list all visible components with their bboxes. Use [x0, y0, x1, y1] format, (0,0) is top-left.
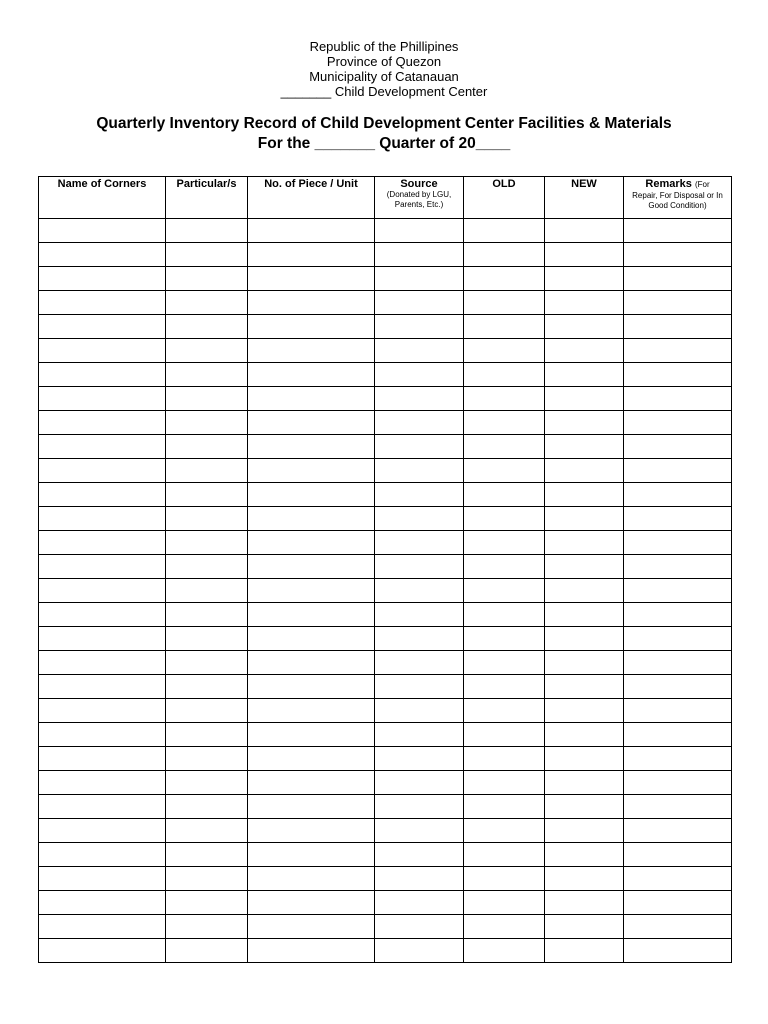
cell-no-of-piece-unit[interactable]: [248, 435, 375, 459]
cell-source[interactable]: [375, 819, 464, 843]
cell-name-of-corners[interactable]: [39, 627, 166, 651]
cell-remarks[interactable]: [624, 603, 732, 627]
cell-no-of-piece-unit[interactable]: [248, 339, 375, 363]
cell-new[interactable]: [545, 771, 624, 795]
cell-name-of-corners[interactable]: [39, 891, 166, 915]
inventory-table: [38, 176, 732, 963]
cell-no-of-piece-unit[interactable]: [248, 819, 375, 843]
cell-remarks[interactable]: [624, 843, 732, 867]
cell-new[interactable]: [545, 291, 624, 315]
cell-source[interactable]: [375, 363, 464, 387]
cell-remarks[interactable]: [624, 507, 732, 531]
cell-particulars[interactable]: [166, 363, 248, 387]
cell-source[interactable]: [375, 507, 464, 531]
cell-no-of-piece-unit[interactable]: [248, 699, 375, 723]
cell-name-of-corners[interactable]: [39, 939, 166, 963]
cell-remarks[interactable]: [624, 699, 732, 723]
cell-remarks[interactable]: [624, 627, 732, 651]
cell-source[interactable]: [375, 651, 464, 675]
cell-source[interactable]: [375, 435, 464, 459]
cell-source[interactable]: [375, 891, 464, 915]
cell-remarks[interactable]: [624, 363, 732, 387]
document-header: [0, 39, 768, 99]
cell-source[interactable]: [375, 219, 464, 243]
cell-name-of-corners[interactable]: [39, 747, 166, 771]
cell-remarks[interactable]: [624, 459, 732, 483]
cell-particulars[interactable]: [166, 219, 248, 243]
document-title: [0, 114, 768, 154]
cell-source[interactable]: [375, 459, 464, 483]
table-row: [39, 747, 732, 771]
cell-particulars[interactable]: [166, 939, 248, 963]
cell-name-of-corners[interactable]: [39, 315, 166, 339]
cell-no-of-piece-unit[interactable]: [248, 267, 375, 291]
cell-new[interactable]: [545, 411, 624, 435]
cell-name-of-corners[interactable]: [39, 651, 166, 675]
cell-particulars[interactable]: [166, 723, 248, 747]
table-row: [39, 315, 732, 339]
cell-source[interactable]: [375, 675, 464, 699]
cell-source[interactable]: [375, 795, 464, 819]
table-header-row: [39, 177, 732, 219]
table-row: [39, 867, 732, 891]
cell-remarks[interactable]: [624, 771, 732, 795]
cell-new[interactable]: [545, 435, 624, 459]
cell-new[interactable]: [545, 267, 624, 291]
cell-source[interactable]: [375, 771, 464, 795]
cell-no-of-piece-unit[interactable]: [248, 531, 375, 555]
cell-old[interactable]: [464, 843, 545, 867]
cell-name-of-corners[interactable]: [39, 459, 166, 483]
table-row: [39, 243, 732, 267]
cell-particulars[interactable]: [166, 699, 248, 723]
cell-no-of-piece-unit[interactable]: [248, 867, 375, 891]
cell-no-of-piece-unit[interactable]: [248, 291, 375, 315]
cell-remarks[interactable]: [624, 291, 732, 315]
cell-source[interactable]: [375, 555, 464, 579]
cell-source[interactable]: [375, 267, 464, 291]
cell-old[interactable]: [464, 435, 545, 459]
cell-source[interactable]: [375, 699, 464, 723]
table-row: [39, 699, 732, 723]
cell-particulars[interactable]: [166, 315, 248, 339]
cell-new[interactable]: [545, 315, 624, 339]
cell-source[interactable]: [375, 843, 464, 867]
cell-name-of-corners[interactable]: [39, 603, 166, 627]
cell-old[interactable]: [464, 939, 545, 963]
cell-remarks[interactable]: [624, 867, 732, 891]
cell-particulars[interactable]: [166, 531, 248, 555]
cell-old[interactable]: [464, 627, 545, 651]
cell-old[interactable]: [464, 723, 545, 747]
cell-old[interactable]: [464, 699, 545, 723]
table-row: [39, 363, 732, 387]
cell-particulars[interactable]: [166, 795, 248, 819]
cell-old[interactable]: [464, 891, 545, 915]
cell-remarks[interactable]: [624, 411, 732, 435]
cell-old[interactable]: [464, 291, 545, 315]
cell-remarks[interactable]: [624, 651, 732, 675]
table-row: [39, 387, 732, 411]
cell-no-of-piece-unit[interactable]: [248, 555, 375, 579]
cell-new[interactable]: [545, 579, 624, 603]
table-row: [39, 939, 732, 963]
cell-name-of-corners[interactable]: [39, 843, 166, 867]
column-header-remarks: [624, 177, 732, 219]
cell-old[interactable]: [464, 795, 545, 819]
table-row: [39, 603, 732, 627]
cell-name-of-corners[interactable]: [39, 795, 166, 819]
table-row: [39, 507, 732, 531]
table-row: [39, 675, 732, 699]
cell-old[interactable]: [464, 459, 545, 483]
cell-new[interactable]: [545, 675, 624, 699]
cell-old[interactable]: [464, 531, 545, 555]
cell-name-of-corners[interactable]: [39, 219, 166, 243]
table-row: [39, 339, 732, 363]
table-row: [39, 435, 732, 459]
table-row: [39, 267, 732, 291]
cell-remarks[interactable]: [624, 387, 732, 411]
cell-old[interactable]: [464, 411, 545, 435]
header-province: Province of Quezon: [326, 54, 442, 69]
cell-old[interactable]: [464, 867, 545, 891]
cell-source[interactable]: [375, 723, 464, 747]
cell-new[interactable]: [545, 603, 624, 627]
cell-name-of-corners[interactable]: [39, 243, 166, 267]
header-republic: Republic of the Phillipines: [309, 39, 459, 54]
cell-name-of-corners[interactable]: [39, 531, 166, 555]
header-center: _______ Child Development Center: [280, 84, 488, 99]
column-header-name-of-corners: Name of Corners: [39, 177, 166, 219]
cell-no-of-piece-unit[interactable]: [248, 315, 375, 339]
cell-remarks[interactable]: [624, 915, 732, 939]
cell-source[interactable]: [375, 483, 464, 507]
cell-source[interactable]: [375, 579, 464, 603]
cell-particulars[interactable]: [166, 555, 248, 579]
cell-remarks[interactable]: [624, 435, 732, 459]
cell-particulars[interactable]: [166, 579, 248, 603]
cell-particulars[interactable]: [166, 339, 248, 363]
cell-name-of-corners[interactable]: [39, 291, 166, 315]
cell-new[interactable]: [545, 459, 624, 483]
cell-new[interactable]: [545, 387, 624, 411]
cell-particulars[interactable]: [166, 771, 248, 795]
cell-source[interactable]: [375, 915, 464, 939]
remarks-sublabel: Repair, For Disposal or In Good Condition): [632, 191, 723, 210]
table-row: [39, 771, 732, 795]
cell-old[interactable]: [464, 915, 545, 939]
cell-no-of-piece-unit[interactable]: [248, 843, 375, 867]
cell-no-of-piece-unit[interactable]: [248, 219, 375, 243]
cell-name-of-corners[interactable]: [39, 363, 166, 387]
cell-name-of-corners[interactable]: [39, 435, 166, 459]
cell-no-of-piece-unit[interactable]: [248, 675, 375, 699]
cell-remarks[interactable]: [624, 819, 732, 843]
source-label: Source: [400, 178, 438, 190]
cell-old[interactable]: [464, 267, 545, 291]
table-body: [39, 219, 732, 963]
cell-name-of-corners[interactable]: [39, 411, 166, 435]
cell-no-of-piece-unit[interactable]: [248, 411, 375, 435]
table-row: [39, 891, 732, 915]
cell-new[interactable]: [545, 243, 624, 267]
cell-remarks[interactable]: [624, 795, 732, 819]
cell-old[interactable]: [464, 363, 545, 387]
cell-no-of-piece-unit[interactable]: [248, 507, 375, 531]
table-row: [39, 723, 732, 747]
cell-new[interactable]: [545, 555, 624, 579]
cell-remarks[interactable]: [624, 483, 732, 507]
cell-name-of-corners[interactable]: [39, 699, 166, 723]
cell-new[interactable]: [545, 939, 624, 963]
cell-old[interactable]: [464, 603, 545, 627]
cell-remarks[interactable]: [624, 939, 732, 963]
cell-new[interactable]: [545, 651, 624, 675]
cell-remarks[interactable]: [624, 531, 732, 555]
cell-remarks[interactable]: [624, 723, 732, 747]
header-municipality: Municipality of Catanauan: [309, 69, 459, 84]
cell-particulars[interactable]: [166, 459, 248, 483]
cell-source[interactable]: [375, 747, 464, 771]
cell-old[interactable]: [464, 219, 545, 243]
cell-particulars[interactable]: [166, 651, 248, 675]
cell-old[interactable]: [464, 483, 545, 507]
source-sublabel: (Donated by LGU, Parents, Etc.): [386, 190, 452, 209]
cell-name-of-corners[interactable]: [39, 915, 166, 939]
cell-no-of-piece-unit[interactable]: [248, 915, 375, 939]
cell-particulars[interactable]: [166, 867, 248, 891]
cell-name-of-corners[interactable]: [39, 483, 166, 507]
table-row: [39, 459, 732, 483]
cell-remarks[interactable]: [624, 675, 732, 699]
title-quarter: For the _______ Quarter of 20____: [257, 135, 511, 152]
cell-no-of-piece-unit[interactable]: [248, 243, 375, 267]
cell-new[interactable]: [545, 699, 624, 723]
cell-no-of-piece-unit[interactable]: [248, 795, 375, 819]
cell-source[interactable]: [375, 411, 464, 435]
cell-old[interactable]: [464, 579, 545, 603]
cell-no-of-piece-unit[interactable]: [248, 363, 375, 387]
cell-particulars[interactable]: [166, 267, 248, 291]
column-header-source: [375, 177, 464, 219]
cell-no-of-piece-unit[interactable]: [248, 723, 375, 747]
cell-new[interactable]: [545, 795, 624, 819]
cell-particulars[interactable]: [166, 843, 248, 867]
cell-old[interactable]: [464, 315, 545, 339]
cell-particulars[interactable]: [166, 891, 248, 915]
cell-remarks[interactable]: [624, 579, 732, 603]
cell-new[interactable]: [545, 819, 624, 843]
cell-no-of-piece-unit[interactable]: [248, 771, 375, 795]
cell-old[interactable]: [464, 747, 545, 771]
column-header-new: NEW: [545, 177, 624, 219]
cell-no-of-piece-unit[interactable]: [248, 891, 375, 915]
cell-source[interactable]: [375, 627, 464, 651]
cell-particulars[interactable]: [166, 603, 248, 627]
title-main: Quarterly Inventory Record of Child Development Center Facilities & Materials: [96, 115, 672, 132]
cell-no-of-piece-unit[interactable]: [248, 939, 375, 963]
cell-no-of-piece-unit[interactable]: [248, 483, 375, 507]
table-row: [39, 915, 732, 939]
cell-new[interactable]: [545, 531, 624, 555]
cell-no-of-piece-unit[interactable]: [248, 747, 375, 771]
cell-old[interactable]: [464, 651, 545, 675]
column-header-old: OLD: [464, 177, 545, 219]
cell-new[interactable]: [545, 627, 624, 651]
table-row: [39, 291, 732, 315]
cell-name-of-corners[interactable]: [39, 771, 166, 795]
cell-remarks[interactable]: [624, 555, 732, 579]
cell-new[interactable]: [545, 339, 624, 363]
cell-no-of-piece-unit[interactable]: [248, 387, 375, 411]
cell-source[interactable]: [375, 939, 464, 963]
column-header-particulars: Particular/s: [166, 177, 248, 219]
cell-source[interactable]: [375, 387, 464, 411]
cell-particulars[interactable]: [166, 507, 248, 531]
cell-particulars[interactable]: [166, 675, 248, 699]
cell-remarks[interactable]: [624, 891, 732, 915]
cell-new[interactable]: [545, 867, 624, 891]
cell-particulars[interactable]: [166, 291, 248, 315]
cell-remarks[interactable]: [624, 315, 732, 339]
cell-source[interactable]: [375, 315, 464, 339]
table-row: [39, 219, 732, 243]
cell-particulars[interactable]: [166, 243, 248, 267]
cell-name-of-corners[interactable]: [39, 819, 166, 843]
cell-particulars[interactable]: [166, 915, 248, 939]
cell-name-of-corners[interactable]: [39, 507, 166, 531]
cell-no-of-piece-unit[interactable]: [248, 459, 375, 483]
cell-new[interactable]: [545, 915, 624, 939]
cell-particulars[interactable]: [166, 627, 248, 651]
cell-name-of-corners[interactable]: [39, 675, 166, 699]
cell-name-of-corners[interactable]: [39, 723, 166, 747]
cell-old[interactable]: [464, 339, 545, 363]
cell-source[interactable]: [375, 531, 464, 555]
table-row: [39, 819, 732, 843]
cell-new[interactable]: [545, 891, 624, 915]
column-header-no-of-piece-unit: No. of Piece / Unit: [248, 177, 375, 219]
table-row: [39, 531, 732, 555]
cell-new[interactable]: [545, 843, 624, 867]
table-row: [39, 555, 732, 579]
cell-remarks[interactable]: [624, 267, 732, 291]
cell-remarks[interactable]: [624, 219, 732, 243]
table-row: [39, 579, 732, 603]
remarks-label: Remarks: [645, 178, 692, 190]
table-row: [39, 795, 732, 819]
cell-name-of-corners[interactable]: [39, 339, 166, 363]
cell-particulars[interactable]: [166, 435, 248, 459]
table-row: [39, 627, 732, 651]
cell-particulars[interactable]: [166, 387, 248, 411]
cell-old[interactable]: [464, 675, 545, 699]
table-row: [39, 843, 732, 867]
cell-new[interactable]: [545, 483, 624, 507]
cell-source[interactable]: [375, 339, 464, 363]
cell-name-of-corners[interactable]: [39, 555, 166, 579]
cell-old[interactable]: [464, 507, 545, 531]
cell-remarks[interactable]: [624, 339, 732, 363]
cell-source[interactable]: [375, 291, 464, 315]
cell-old[interactable]: [464, 387, 545, 411]
cell-no-of-piece-unit[interactable]: [248, 603, 375, 627]
cell-new[interactable]: [545, 363, 624, 387]
cell-particulars[interactable]: [166, 747, 248, 771]
table-row: [39, 411, 732, 435]
cell-old[interactable]: [464, 243, 545, 267]
cell-source[interactable]: [375, 867, 464, 891]
table-row: [39, 483, 732, 507]
cell-name-of-corners[interactable]: [39, 387, 166, 411]
remarks-sublabel-inline: (For: [694, 180, 710, 189]
cell-name-of-corners[interactable]: [39, 579, 166, 603]
cell-new[interactable]: [545, 219, 624, 243]
cell-name-of-corners[interactable]: [39, 867, 166, 891]
cell-no-of-piece-unit[interactable]: [248, 651, 375, 675]
cell-old[interactable]: [464, 819, 545, 843]
cell-remarks[interactable]: [624, 243, 732, 267]
cell-source[interactable]: [375, 603, 464, 627]
cell-particulars[interactable]: [166, 483, 248, 507]
cell-no-of-piece-unit[interactable]: [248, 627, 375, 651]
cell-particulars[interactable]: [166, 411, 248, 435]
cell-name-of-corners[interactable]: [39, 267, 166, 291]
cell-particulars[interactable]: [166, 819, 248, 843]
cell-new[interactable]: [545, 723, 624, 747]
cell-remarks[interactable]: [624, 747, 732, 771]
cell-new[interactable]: [545, 507, 624, 531]
cell-new[interactable]: [545, 747, 624, 771]
cell-old[interactable]: [464, 771, 545, 795]
table-row: [39, 651, 732, 675]
cell-old[interactable]: [464, 555, 545, 579]
cell-source[interactable]: [375, 243, 464, 267]
cell-no-of-piece-unit[interactable]: [248, 579, 375, 603]
